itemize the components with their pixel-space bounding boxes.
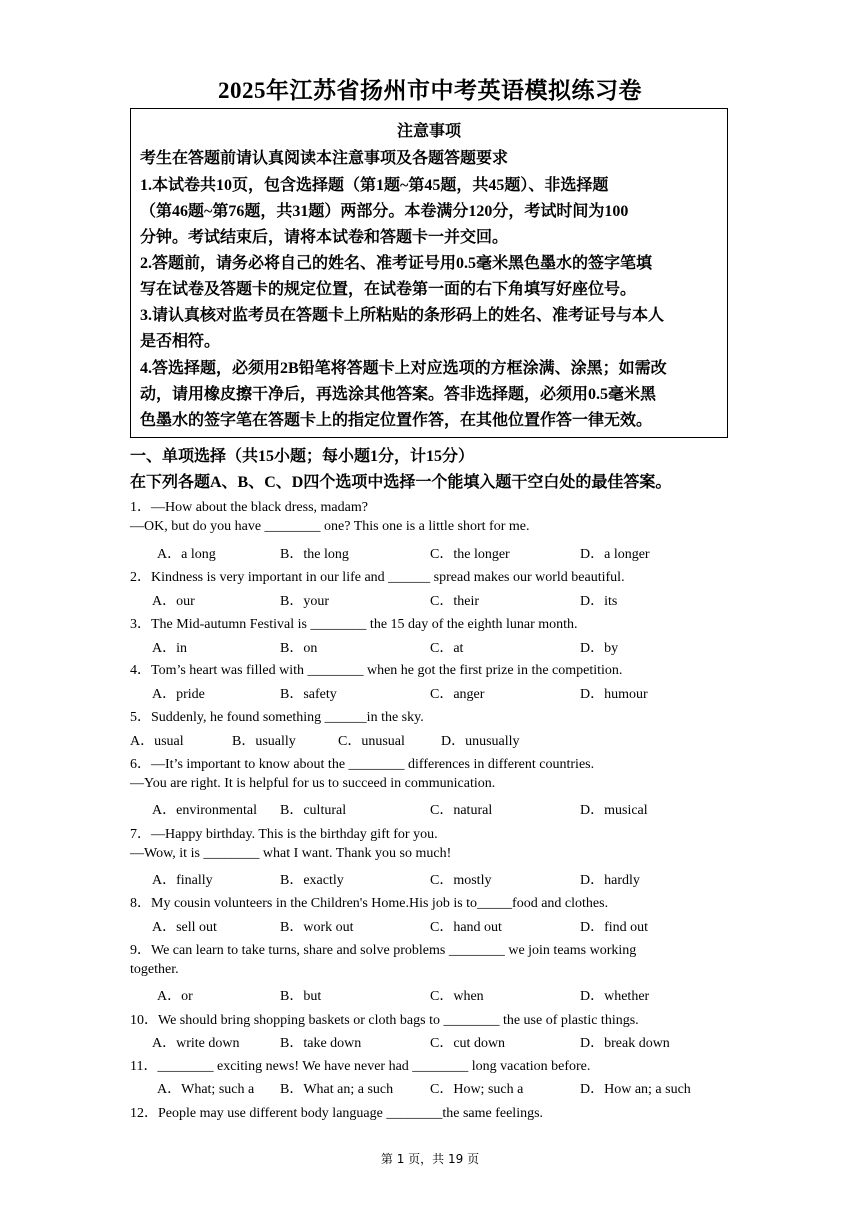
option-d: D．whether: [580, 989, 650, 1004]
question-stem: 4．Tom’s heart was filled with ________ when he got the first prize in the competition.: [130, 663, 623, 678]
question-stem: together.: [130, 962, 179, 977]
option-c: C．when: [430, 989, 484, 1004]
question-stem: 3．The Mid-autumn Festival is ________ the 15 day of the eighth lunar month.: [130, 617, 578, 632]
exam-title: 2025年江苏省扬州市中考英语模拟练习卷: [218, 78, 642, 103]
notice-heading: 注意事项: [396, 123, 461, 140]
option-d: D．How an; a such: [580, 1082, 691, 1097]
option-a: A．usual: [130, 734, 184, 749]
option-b: B．work out: [280, 920, 354, 935]
question-stem: 5．Suddenly, he found something ______in the sky.: [130, 710, 424, 725]
option-d: D．unusually: [441, 734, 520, 749]
option-d: D．by: [580, 641, 619, 656]
option-c: C．hand out: [430, 920, 502, 935]
notice-line: 2.答题前，请务必将自己的姓名、准考证号用0.5毫米黑色墨水的签字笔填: [140, 255, 653, 272]
notice-line: 考生在答题前请认真阅读本注意事项及各题答题要求: [140, 150, 509, 167]
option-a: A．What; such a: [157, 1082, 255, 1097]
option-d: D．hardly: [580, 873, 640, 888]
option-a: A．pride: [152, 687, 205, 702]
option-a: A．environmental: [152, 803, 257, 818]
option-a: A．in: [152, 641, 187, 656]
notice-line: 写在试卷及答题卡的规定位置，在试卷第一面的右下角填写好座位号。: [140, 281, 637, 298]
option-c: C．mostly: [430, 873, 492, 888]
option-c: C．the longer: [430, 547, 510, 562]
question-stem: 9．We can learn to take turns, share and solve problems ________ we join teams working: [130, 943, 637, 958]
option-a: A．our: [152, 594, 195, 609]
option-d: D．a longer: [580, 547, 650, 562]
question-stem: 1．—How about the black dress, madam?: [130, 500, 368, 515]
option-a: A．a long: [157, 547, 216, 562]
option-c: C．at: [430, 641, 464, 656]
option-b: B．exactly: [280, 873, 344, 888]
option-d: D．break down: [580, 1036, 670, 1051]
option-c: C．cut down: [430, 1036, 506, 1051]
question-stem: —OK, but do you have ________ one? This one is a little short for me.: [130, 519, 530, 534]
question-stem: 2．Kindness is very important in our life and ______ spread makes our world beautiful.: [130, 570, 625, 585]
option-b: B．your: [280, 594, 329, 609]
option-b: B．cultural: [280, 803, 347, 818]
option-b: B．safety: [280, 687, 337, 702]
section-heading: 一、单项选择（共15小题；每小题1分，计15分）: [130, 448, 475, 465]
option-d: D．find out: [580, 920, 649, 935]
option-d: D．humour: [580, 687, 648, 702]
question-stem: 7．—Happy birthday. This is the birthday gift for you.: [130, 827, 438, 842]
question-stem: —Wow, it is ________ what I want. Thank you so much!: [130, 846, 452, 861]
question-stem: 8．My cousin volunteers in the Children's Home.His job is to_____food and clothes.: [130, 896, 609, 911]
notice-box: [130, 108, 728, 438]
option-b: B．take down: [280, 1036, 362, 1051]
option-c: C．unusual: [338, 734, 405, 749]
question-stem: 6．—It’s important to know about the ________ differences in different countries.: [130, 757, 595, 772]
page-number: 第 1 页，共 19 页: [380, 1152, 480, 1166]
option-d: D．musical: [580, 803, 648, 818]
question-stem: 11．________ exciting news! We have never had ________ long vacation before.: [130, 1059, 591, 1074]
option-a: A．write down: [152, 1036, 240, 1051]
option-a: A．or: [157, 989, 193, 1004]
option-c: C．How; such a: [430, 1082, 524, 1097]
option-c: C．natural: [430, 803, 493, 818]
option-a: A．sell out: [152, 920, 217, 935]
notice-line: 1.本试卷共10页，包含选择题（第1题~第45题，共45题）、非选择题: [140, 177, 609, 194]
notice-line: 动，请用橡皮擦干净后，再选涂其他答案。答非选择题，必须用0.5毫米黑: [140, 386, 657, 403]
notice-line: （第46题~第76题，共31题）两部分。本卷满分120分，考试时间为100: [140, 203, 629, 220]
question-stem: 10．We should bring shopping baskets or cloth bags to ________ the use of plastic things.: [130, 1013, 639, 1028]
notice-line: 4.答选择题，必须用2B铅笔将答题卡上对应选项的方框涂满、涂黑；如需改: [140, 360, 667, 377]
option-b: B．the long: [280, 547, 349, 562]
option-c: C．anger: [430, 687, 485, 702]
option-a: A．finally: [152, 873, 213, 888]
question-stem: 12．People may use different body language ________the same feelings.: [130, 1106, 544, 1121]
notice-line: 是否相符。: [140, 333, 221, 350]
option-c: C．their: [430, 594, 479, 609]
option-b: B．usually: [232, 734, 296, 749]
question-stem: —You are right. It is helpful for us to succeed in communication.: [130, 776, 496, 791]
notice-line: 3.请认真核对监考员在答题卡上所粘贴的条形码上的姓名、准考证号与本人: [140, 307, 665, 324]
notice-line: 色墨水的签字笔在答题卡上的指定位置作答，在其他位置作答一律无效。: [140, 412, 653, 429]
section-instruction: 在下列各题A、B、C、D四个选项中选择一个能填入题干空白处的最佳答案。: [130, 474, 672, 491]
option-b: B．but: [280, 989, 322, 1004]
option-b: B．What an; a such: [280, 1082, 394, 1097]
option-b: B．on: [280, 641, 318, 656]
notice-line: 分钟。考试结束后，请将本试卷和答题卡一并交回。: [140, 229, 509, 246]
option-d: D．its: [580, 594, 618, 609]
